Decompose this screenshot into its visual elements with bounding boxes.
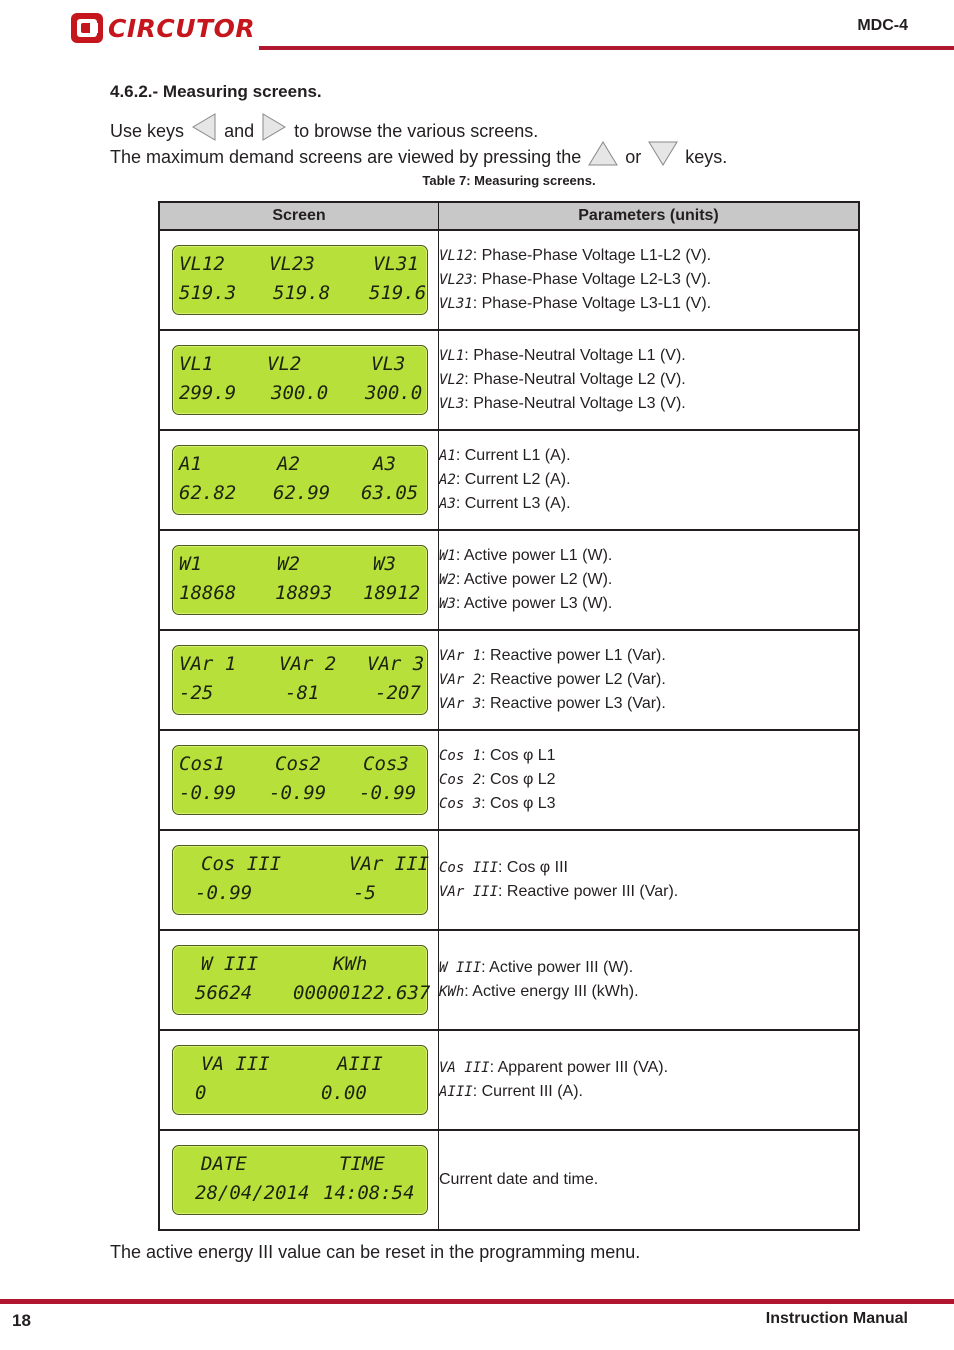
lcd-value: 62.82 [179, 482, 237, 504]
parameter-description: : Reactive power L2 (Var). [481, 671, 666, 688]
parameter-description: : Reactive power L1 (Var). [481, 647, 666, 664]
header-rule [259, 46, 954, 50]
lcd-value: 519.3 [179, 282, 237, 304]
lcd-label: W III [201, 953, 259, 975]
intro-text: Use keys [110, 121, 185, 141]
lcd-value: 519.6 [369, 282, 427, 304]
parameter-line [439, 668, 858, 692]
lcd-label: VL3 [371, 353, 406, 375]
circutor-logo-icon [70, 12, 104, 44]
intro-text: The maximum demand screens are viewed by pressing the [110, 147, 582, 167]
screen-cell [159, 1130, 439, 1230]
parameter-description: : Current L2 (A). [455, 471, 571, 488]
lcd-display [172, 545, 428, 615]
lcd-value: -207 [375, 682, 421, 704]
lcd-value: 00000122.637 [293, 982, 431, 1004]
parameter-description: : Phase-Neutral Voltage L1 (V). [464, 347, 686, 364]
parameter-line [439, 768, 858, 792]
parameter-description: : Cos φ L3 [481, 795, 556, 812]
parameter-symbol: VAr III [439, 884, 499, 900]
parameter-symbol: VL23 [439, 272, 473, 288]
parameter-symbol: A2 [439, 472, 456, 488]
lcd-display [172, 845, 428, 915]
lcd-display [172, 1045, 428, 1115]
parameter-description: : Cos φ III [498, 859, 568, 876]
intro-text: or [625, 147, 642, 167]
lcd-value: -0.99 [359, 782, 417, 804]
parameter-description: : Active power L2 (W). [455, 571, 613, 588]
lcd-label: AIII [337, 1053, 383, 1075]
parameter-symbol: W3 [439, 596, 456, 612]
parameter-line [439, 392, 858, 416]
brand-name: CIRCUTOR [108, 14, 256, 43]
lcd-label: Cos1 [179, 753, 225, 775]
lcd-label: VAr III [349, 853, 430, 875]
lcd-label: A3 [373, 453, 396, 475]
parameter-symbol: VA III [439, 1060, 490, 1076]
footer-rule [0, 1299, 954, 1304]
lcd-display [172, 345, 428, 415]
lcd-value: 56624 [195, 982, 253, 1004]
lcd-label: KWh [333, 953, 368, 975]
intro-text: to browse the various screens. [294, 121, 539, 141]
parameter-description: : Current L1 (A). [455, 447, 571, 464]
table-row [159, 330, 859, 430]
parameter-symbol: Cos 1 [439, 748, 482, 764]
parameter-symbol: VL12 [439, 248, 473, 264]
parameters-cell [439, 1130, 860, 1230]
lcd-value: -0.99 [179, 782, 237, 804]
parameter-line [439, 292, 858, 316]
lcd-label: VL2 [267, 353, 302, 375]
lcd-label: VAr 1 [179, 653, 237, 675]
lcd-value: 14:08:54 [323, 1182, 415, 1204]
parameters-cell [439, 330, 860, 430]
parameter-symbol: VL3 [439, 396, 465, 412]
footnote: The active energy III value can be reset in the programming menu. [110, 1242, 641, 1262]
down-arrow-key-icon [648, 141, 678, 167]
lcd-label: A2 [277, 453, 300, 475]
lcd-value: 62.99 [273, 482, 331, 504]
lcd-label: VA III [201, 1053, 270, 1075]
table-row [159, 430, 859, 530]
lcd-label: Cos3 [363, 753, 409, 775]
parameter-symbol: A1 [439, 448, 456, 464]
parameter-line [439, 880, 858, 904]
parameter-symbol: Cos 2 [439, 772, 482, 788]
lcd-value: 28/04/2014 [195, 1182, 310, 1204]
parameter-description: : Phase-Neutral Voltage L2 (V). [464, 371, 686, 388]
screen-cell [159, 830, 439, 930]
parameter-symbol: KWh [439, 984, 465, 1000]
lcd-value: -25 [179, 682, 214, 704]
left-arrow-key-icon [191, 113, 217, 141]
parameter-line [439, 492, 858, 516]
parameter-description: : Cos φ L2 [481, 771, 556, 788]
intro-line-2 [110, 141, 727, 168]
screen-cell [159, 1030, 439, 1130]
parameter-line [439, 244, 858, 268]
parameter-symbol: Cos 3 [439, 796, 482, 812]
parameter-symbol: W III [439, 960, 482, 976]
lcd-value: 18893 [275, 582, 333, 604]
lcd-value: 299.9 [179, 382, 237, 404]
screen-cell [159, 930, 439, 1030]
parameter-line [439, 1056, 858, 1080]
screen-cell [159, 630, 439, 730]
lcd-label: W1 [179, 553, 202, 575]
lcd-display [172, 945, 431, 1015]
parameter-description: : Reactive power L3 (Var). [481, 695, 666, 712]
parameter-description: : Current III (A). [472, 1083, 583, 1100]
lcd-display [172, 645, 428, 715]
parameter-description: : Active power L1 (W). [455, 547, 613, 564]
parameters-cell [439, 1030, 860, 1130]
lcd-label: Cos III [201, 853, 282, 875]
parameter-description: : Apparent power III (VA). [489, 1059, 669, 1076]
lcd-value: -81 [285, 682, 320, 704]
parameter-line [439, 592, 858, 616]
parameter-line [439, 1168, 858, 1192]
parameter-line [439, 1080, 858, 1104]
parameter-symbol: VL31 [439, 296, 473, 312]
lcd-display [172, 445, 428, 515]
parameter-description: : Phase-Phase Voltage L2-L3 (V). [472, 271, 712, 288]
lcd-label: TIME [339, 1153, 385, 1175]
parameters-cell [439, 230, 860, 330]
lcd-value: -5 [353, 882, 376, 904]
table-row [159, 730, 859, 830]
lcd-label: W2 [277, 553, 300, 575]
screen-cell [159, 430, 439, 530]
parameter-line [439, 644, 858, 668]
lcd-value: 300.0 [271, 382, 329, 404]
parameter-symbol: VAr 3 [439, 696, 482, 712]
parameter-line [439, 744, 858, 768]
lcd-label: W3 [373, 553, 396, 575]
measuring-screens-table [158, 201, 860, 1231]
lcd-label: Cos2 [275, 753, 321, 775]
footer-title: Instruction Manual [765, 1310, 908, 1327]
model-name: MDC-4 [857, 17, 908, 34]
lcd-label: DATE [201, 1153, 247, 1175]
lcd-value: 519.8 [273, 282, 331, 304]
parameter-line [439, 544, 858, 568]
lcd-value: -0.99 [195, 882, 253, 904]
parameter-symbol: VAr 1 [439, 648, 482, 664]
lcd-value: 0.00 [321, 1082, 367, 1104]
parameter-line [439, 444, 858, 468]
parameter-line [439, 368, 858, 392]
right-arrow-key-icon [261, 113, 287, 141]
column-header-parameters: Parameters (units) [439, 202, 860, 230]
parameter-description: : Phase-Phase Voltage L1-L2 (V). [472, 247, 712, 264]
lcd-value: -0.99 [269, 782, 327, 804]
lcd-label: VAr 3 [367, 653, 425, 675]
parameter-symbol: W2 [439, 572, 456, 588]
parameter-description: : Current L3 (A). [455, 495, 571, 512]
parameter-symbol: VL1 [439, 348, 465, 364]
lcd-label: A1 [179, 453, 202, 475]
parameter-line [439, 268, 858, 292]
screen-cell [159, 230, 439, 330]
lcd-label: VL23 [269, 253, 315, 275]
parameters-cell [439, 630, 860, 730]
parameter-symbol: AIII [439, 1084, 473, 1100]
parameter-description: : Phase-Phase Voltage L3-L1 (V). [472, 295, 712, 312]
parameter-line [439, 568, 858, 592]
table-row [159, 1030, 859, 1130]
up-arrow-key-icon [588, 141, 618, 167]
lcd-display [172, 745, 428, 815]
parameter-line [439, 792, 858, 816]
brand-logo [70, 10, 256, 48]
parameter-symbol: VL2 [439, 372, 465, 388]
parameter-line [439, 856, 858, 880]
lcd-value: 18912 [363, 582, 421, 604]
lcd-label: VL12 [179, 253, 225, 275]
parameter-symbol: Cos III [439, 860, 499, 876]
parameter-symbol: VAr 2 [439, 672, 482, 688]
screen-cell [159, 330, 439, 430]
parameter-description: : Phase-Neutral Voltage L3 (V). [464, 395, 686, 412]
table-header-row [159, 202, 859, 230]
parameter-description: : Cos φ L1 [481, 747, 556, 764]
parameters-cell [439, 830, 860, 930]
lcd-value: 63.05 [361, 482, 419, 504]
section-title: 4.6.2.- Measuring screens. [110, 82, 322, 101]
parameter-line [439, 956, 858, 980]
parameters-cell [439, 730, 860, 830]
table-row [159, 830, 859, 930]
parameter-line [439, 980, 858, 1004]
parameter-symbol: A3 [439, 496, 456, 512]
page-number: 18 [12, 1311, 31, 1330]
table-caption: Table 7: Measuring screens. [422, 173, 596, 188]
lcd-label: VL31 [373, 253, 419, 275]
table-row [159, 1130, 859, 1230]
lcd-value: 18868 [179, 582, 237, 604]
table-row [159, 230, 859, 330]
screen-cell [159, 530, 439, 630]
parameter-description: : Active power L3 (W). [455, 595, 613, 612]
parameter-description: : Reactive power III (Var). [498, 883, 679, 900]
parameter-line [439, 692, 858, 716]
intro-text: and [224, 121, 255, 141]
intro-text: keys. [685, 147, 728, 167]
parameter-description: : Active power III (W). [481, 959, 634, 976]
lcd-value: 300.0 [365, 382, 423, 404]
lcd-value: 0 [195, 1082, 207, 1104]
parameter-line [439, 468, 858, 492]
lcd-label: VAr 2 [279, 653, 337, 675]
table-row [159, 630, 859, 730]
lcd-display [172, 1145, 428, 1215]
lcd-label: VL1 [179, 353, 214, 375]
lcd-display [172, 245, 428, 315]
screen-cell [159, 730, 439, 830]
parameter-symbol: W1 [439, 548, 456, 564]
column-header-screen: Screen [159, 202, 439, 230]
parameter-line [439, 344, 858, 368]
table-row [159, 930, 859, 1030]
parameters-cell [439, 430, 860, 530]
intro-line-1 [110, 113, 538, 142]
table-row [159, 530, 859, 630]
parameters-cell [439, 530, 860, 630]
parameter-description: Current date and time. [439, 1171, 599, 1188]
parameter-description: : Active energy III (kWh). [464, 983, 639, 1000]
parameters-cell [439, 930, 860, 1030]
